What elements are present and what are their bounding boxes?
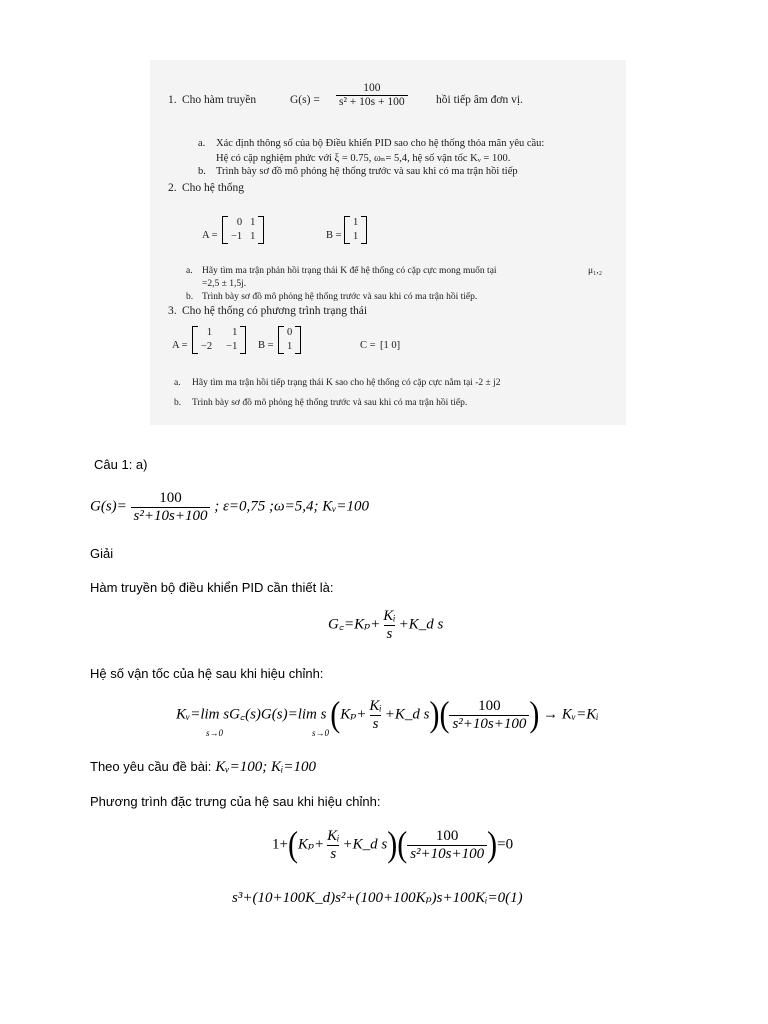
pid-lhs: G꜀=Kₚ+ — [328, 616, 381, 633]
paren-close: ) — [429, 694, 440, 735]
q2-B-label: B = — [326, 230, 342, 241]
char-eq-start: 1+ — [272, 836, 288, 853]
kv-inner-a: Kₚ+ — [340, 706, 367, 723]
q3a-label: a. — [174, 378, 181, 388]
q1-denominator: s² + 10s + 100 — [336, 95, 408, 109]
characteristic-polynomial: s³+(10+100K_d)s²+(100+100Kₚ)s+100Kᵢ=0(1) — [232, 890, 523, 906]
q1a-label: a. — [198, 138, 206, 149]
paren-close-4: ) — [487, 824, 498, 865]
char-inner-b: +K_d s — [342, 836, 388, 853]
q2b-label: b. — [186, 292, 194, 302]
kv-lim-sub-2: s→0 — [312, 728, 330, 738]
paren-open: ( — [330, 694, 341, 735]
q3-number: 3. — [168, 305, 177, 317]
q3-A-matrix: 1 1 −2 −1 — [192, 326, 246, 354]
q2a-line1: Hãy tìm ma trận phản hồi trạng thái K để hệ thống có cặp cực mong muốn tại — [202, 266, 497, 276]
char-tf-num: 100 — [435, 828, 459, 844]
q3-C-label: C = — [360, 340, 376, 351]
char-tf-den: s²+10s+100 — [407, 845, 487, 863]
q1-number: 1. — [168, 94, 177, 106]
given-lhs: G(s)= — [90, 498, 127, 515]
kv-intro: Hệ số vận tốc của hệ sau khi hiệu chỉnh: — [90, 666, 324, 681]
req-math: Kᵥ=100; Kᵢ=100 — [215, 759, 316, 775]
kv-result: → Kᵥ=Kᵢ — [543, 706, 599, 723]
q2a-mu: μ₁,₂ — [588, 266, 603, 276]
q1-text: Cho hàm truyền — [182, 94, 257, 106]
q1b-text: Trình bày sơ đồ mô phỏng hệ thống trước và sau khi có ma trận hồi tiếp — [216, 166, 518, 177]
pid-frac-num: Kᵢ — [383, 608, 396, 624]
q1a-line2: Hệ có cặp nghiệm phức với ξ = 0.75, ωₙ= 5,4, hệ số vận tốc Kᵥ = 100. — [216, 153, 511, 164]
pid-equation — [328, 608, 443, 642]
char-intro: Phương trình đặc trưng của hệ sau khi hiệu chỉnh: — [90, 794, 381, 809]
given-rest: ; ε=0,75 ;ω=5,4; Kᵥ=100 — [214, 498, 370, 515]
char-eq-end: =0 — [497, 836, 514, 853]
paren-open-2: ( — [439, 694, 450, 735]
given-num: 100 — [159, 490, 182, 506]
q1-tail: hồi tiếp âm đơn vị. — [436, 94, 523, 106]
char-inner-a: Kₚ+ — [297, 836, 325, 853]
char-equation — [272, 824, 514, 865]
req-text: Theo yêu cầu đề bài: — [90, 759, 212, 774]
q3b-label: b. — [174, 398, 182, 408]
kv-eq-start: Kᵥ=lim sG꜀(s)G(s)=lim s — [176, 706, 327, 723]
char-inner-num: Kᵢ — [327, 828, 340, 844]
q3-B-label: B = — [258, 340, 274, 351]
kv-inner-den: s — [370, 715, 382, 733]
paren-close-2: ) — [529, 694, 540, 735]
q2-text: Cho hệ thống — [182, 182, 244, 194]
q2-A-matrix: 0 1 −1 1 — [222, 216, 264, 244]
scanned-problem-image — [150, 60, 626, 425]
q1a-line1: Xác định thông số của bộ Điều khiển PID sao cho hệ thống thỏa mãn yêu cầu: — [216, 138, 545, 149]
kv-tf-den: s²+10s+100 — [449, 715, 529, 733]
paren-open-4: ( — [397, 824, 408, 865]
kv-tf-num: 100 — [478, 698, 501, 714]
q1-g-lhs: G(s) = — [290, 94, 320, 106]
q2-number: 2. — [168, 182, 177, 194]
q2a-line2: =2,5 ± 1,5j. — [202, 279, 247, 289]
kv-inner-num: Kᵢ — [369, 698, 382, 714]
q1-transfer-fraction — [336, 82, 408, 108]
q3-C-matrix: [1 0] — [380, 340, 401, 351]
q2-A-label: A = — [202, 230, 218, 241]
pid-tail: +K_d s — [398, 616, 444, 633]
paren-open-3: ( — [287, 824, 298, 865]
paren-close-3: ) — [387, 824, 398, 865]
solution-label: Giải — [90, 546, 114, 561]
q2-B-matrix: 1 1 — [344, 216, 367, 244]
q1b-label: b. — [198, 166, 206, 177]
kv-inner-b: +K_d s — [384, 706, 430, 723]
pid-frac-den: s — [384, 625, 396, 643]
given-equation — [90, 490, 369, 524]
q3a-text: Hãy tìm ma trận hồi tiếp trạng thái K sao cho hệ thống có cặp cực nằm tại -2 ± j2 — [192, 378, 501, 388]
given-den: s²+10s+100 — [131, 507, 211, 525]
char-inner-den: s — [327, 845, 339, 863]
q1-numerator: 100 — [363, 82, 381, 94]
kv-lim-sub-1: s→0 — [206, 728, 224, 738]
q3-text: Cho hệ thống có phương trình trạng thái — [182, 305, 368, 317]
q2a-label: a. — [186, 266, 193, 276]
q3-A-label: A = — [172, 340, 188, 351]
q3b-text: Trình bày sơ đồ mô phỏng hệ thống trước và sau khi có ma trận hồi tiếp. — [192, 398, 468, 408]
pid-intro: Hàm truyền bộ điều khiển PID cần thiết là: — [90, 580, 334, 595]
q3-B-matrix: 0 1 — [278, 326, 301, 354]
q2b-text: Trình bày sơ đồ mô phỏng hệ thống trước và sau khi có ma trận hồi tiếp. — [202, 292, 478, 302]
section-heading: Câu 1: a) — [94, 457, 148, 472]
requirement-line — [90, 758, 316, 776]
